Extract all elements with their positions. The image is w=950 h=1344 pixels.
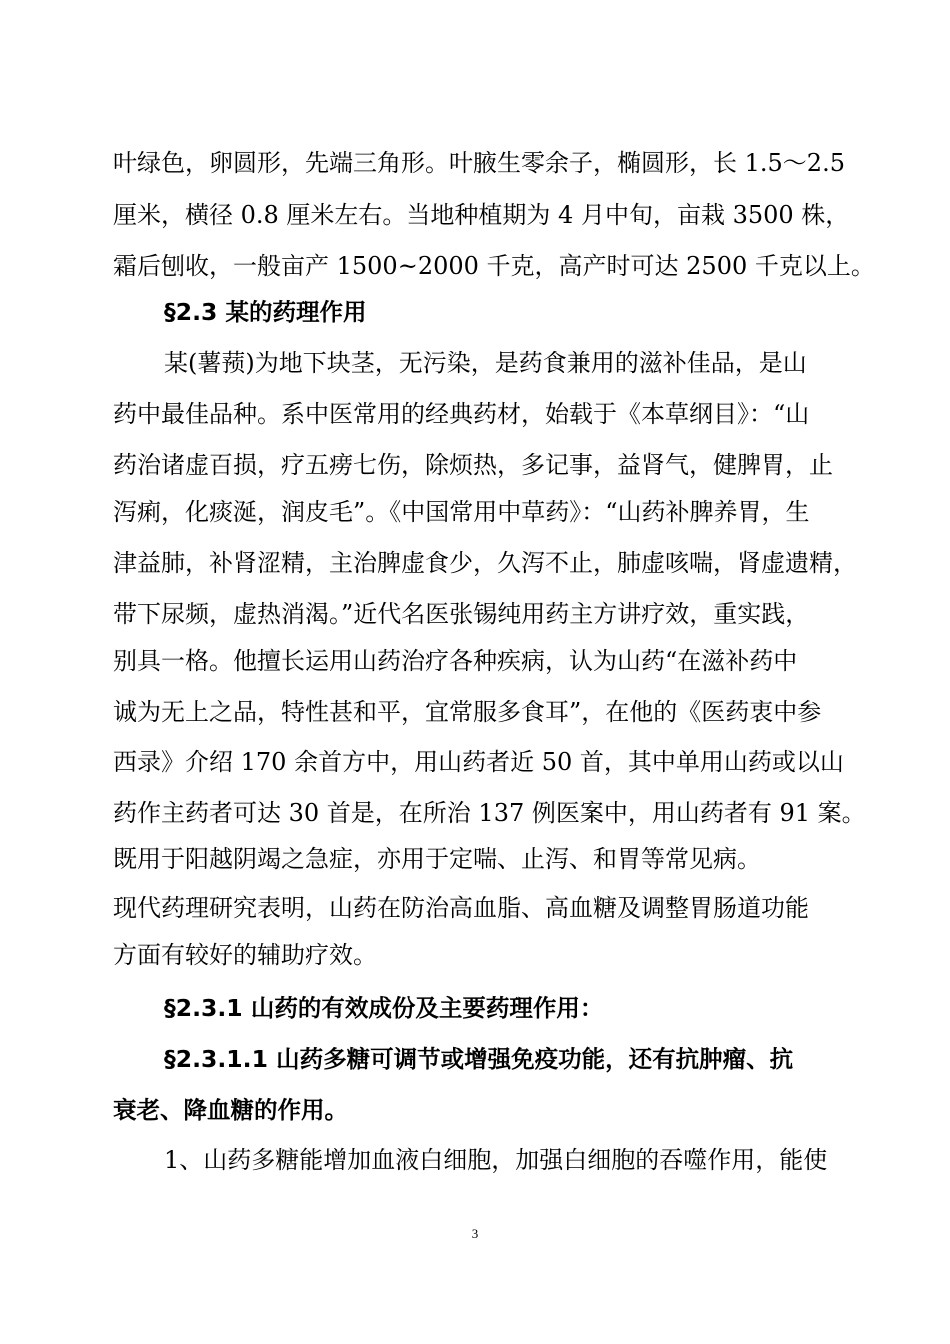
body-text-line: 津益肺，补肾涩精，主治脾虚食少，久泻不止，肺虚咳喘，肾虚遗精， <box>113 549 857 577</box>
body-text-line: 诚为无上之品，特性甚和平，宜常服多食耳”，在他的《医药衷中参 <box>113 698 822 726</box>
body-text-line: 既用于阳越阴竭之急症，亦用于定喘、止泻、和胃等常见病。 <box>113 845 761 873</box>
body-text-line: 泻痢，化痰涎，润皮毛”。《中国常用中草药》：“山药补脾养胃，生 <box>113 498 810 526</box>
body-text-line: 药治诸虚百损，疗五痨七伤，除烦热，多记事，益肾气，健脾胃，止 <box>113 451 833 479</box>
body-text-line: 叶绿色，卵圆形，先端三角形。叶腋生零余子，椭圆形，长 1.5～2.5 <box>113 149 845 177</box>
body-text-line: 药中最佳品种。系中医常用的经典药材，始载于《本草纲目》：“山 <box>113 400 810 428</box>
body-text-line: 方面有较好的辅助疗效。 <box>113 941 377 969</box>
body-text-line: 带下尿频，虚热消渴。”近代名医张锡纯用药主方讲疗效，重实践， <box>113 600 810 628</box>
subsubsection-heading-continued: 衰老、降血糖的作用。 <box>113 1096 348 1124</box>
page-number: 3 <box>471 1226 479 1241</box>
body-text-line: 药作主药者可达 30 首是，在所治 137 例医案中，用山药者有 91 案。 <box>113 799 866 827</box>
subsubsection-heading: §2.3.1.1 山药多糖可调节或增强免疫功能，还有抗肿瘤、抗 <box>164 1045 794 1073</box>
body-text-line: 别具一格。他擅长运用山药治疗各种疾病，认为山药“在滋补药中 <box>113 647 798 675</box>
body-text-line: 1、山药多糖能增加血液白细胞，加强白细胞的吞噬作用，能使 <box>164 1146 828 1174</box>
subsection-heading: §2.3.1 山药的有效成份及主要药理作用： <box>164 994 604 1022</box>
body-text-line: 西录》介绍 170 余首方中，用山药者近 50 首，其中单用山药或以山 <box>113 748 844 776</box>
body-text-line: 现代药理研究表明，山药在防治高血脂、高血糖及调整胃肠道功能 <box>113 894 809 922</box>
section-heading: §2.3 某的药理作用 <box>164 298 367 326</box>
body-text-line: 霜后刨收，一般亩产 1500~2000 千克，高产时可达 2500 千克以上。 <box>113 252 875 280</box>
body-text-line: 某(薯蓣)为地下块茎，无污染，是药食兼用的滋补佳品，是山 <box>164 349 807 377</box>
body-text-line: 厘米，横径 0.8 厘米左右。当地种植期为 4 月中旬，亩栽 3500 株， <box>113 201 850 229</box>
